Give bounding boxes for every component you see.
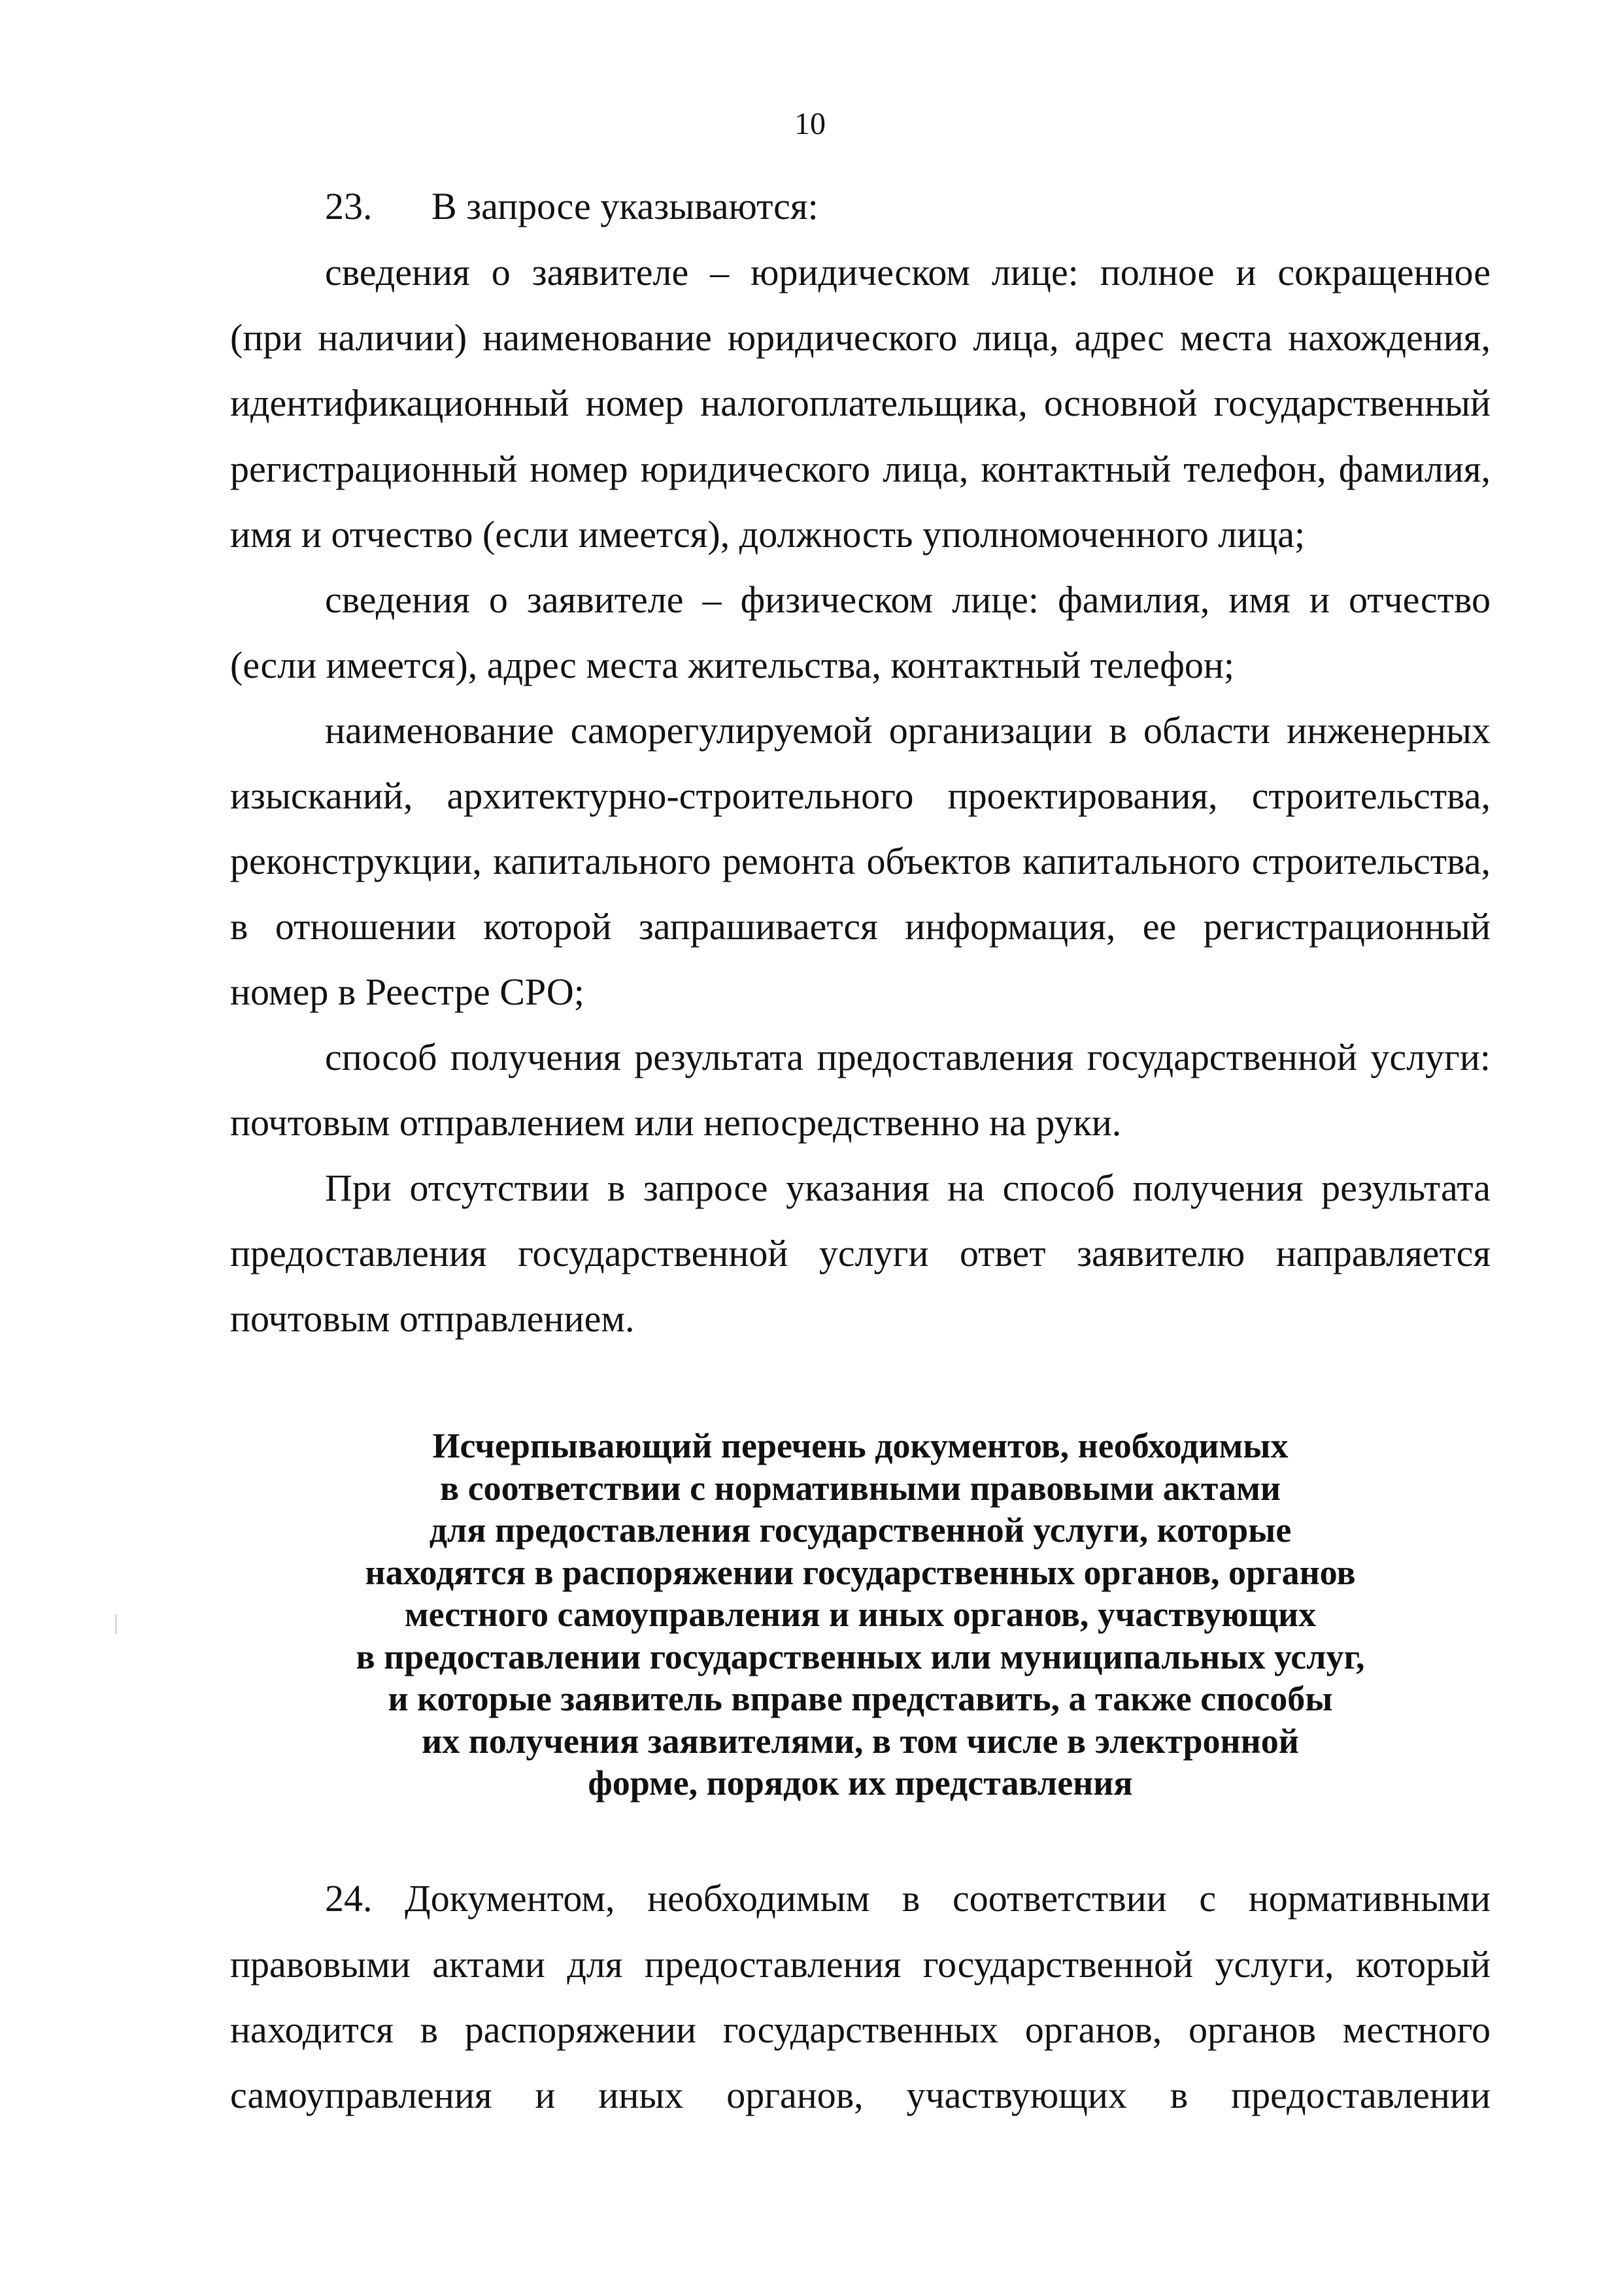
para-legal-entity-line-2: (при наличии) наименование юридического лица, адрес места нахождения, [230,316,1491,359]
para-legal-entity-line-3: идентификационный номер налогоплательщика, основной государственный [230,382,1491,424]
para-sro-line-1: наименование саморегулируемой организации в области инженерных [325,709,1491,752]
para-absence-line-1: При отсутствии в запросе указания на способ получения результата [325,1167,1491,1209]
para-individual-line-1: сведения о заявителе – физическом лице: фамилия, имя и отчество [325,578,1491,621]
para-sro-line-5: номер в Реестре СРО; [230,971,584,1013]
para-absence-line-3: почтовым отправлением. [230,1297,635,1340]
para-absence-line-2: предоставления государственной услуги ответ заявителю направляется [230,1232,1491,1274]
heading-line: в соответствии с нормативными правовыми актами [440,1468,1281,1508]
item-23-title: В запросе указываются: [431,185,818,227]
para-method-line-2: почтовым отправлением или непосредственно на руки. [230,1101,1122,1144]
item-24-line-2: правовыми актами для предоставления государственной услуги, который [230,1943,1491,1986]
para-sro-line-4: в отношении которой запрашивается информация, ее регистрационный [230,905,1491,948]
para-individual-line-2: (если имеется), адрес места жительства, контактный телефон; [230,644,1235,686]
section-heading [230,1425,1491,1805]
item-23-number: 23. [325,185,373,227]
para-legal-entity-line-1: сведения о заявителе – юридическом лице: полное и сокращенное [325,251,1491,293]
para-method-line-1: способ получения результата предоставления государственной услуги: [325,1036,1491,1078]
heading-line: и которые заявитель вправе представить, а также способы [388,1679,1333,1718]
heading-line: местного самоуправления и иных органов, участвующих [404,1595,1317,1634]
heading-line: Исчерпывающий перечень документов, необходимых [432,1426,1289,1465]
para-legal-entity-line-5: имя и отчество (если имеется), должность уполномоченного лица; [230,513,1306,556]
para-sro-line-3: реконструкции, капитального ремонта объектов капитального строительства, [230,840,1491,882]
heading-line: форме, порядок их представления [588,1763,1133,1803]
para-sro-line-2: изысканий, архитектурно-строительного проектирования, строительства, [230,774,1491,817]
heading-line: находятся в распоряжении государственных органов, органов [365,1552,1356,1592]
heading-line: их получения заявителями, в том числе в электронной [422,1721,1299,1761]
item-24-line-1: 24. Документом, необходимым в соответствии с нормативными [325,1877,1491,1920]
heading-line: для предоставления государственной услуги, которые [429,1510,1292,1550]
scan-speck [115,1614,117,1634]
para-legal-entity-line-4: регистрационный номер юридического лица, контактный телефон, фамилия, [230,448,1491,490]
item-24-line-4: самоуправления и иных органов, участвующих в предоставлении [230,2074,1491,2116]
item-24-line-3: находится в распоряжении государственных органов, органов местного [230,2008,1491,2051]
page-number: 10 [794,107,826,141]
heading-line: в предоставлении государственных или муниципальных услуг, [356,1637,1365,1676]
